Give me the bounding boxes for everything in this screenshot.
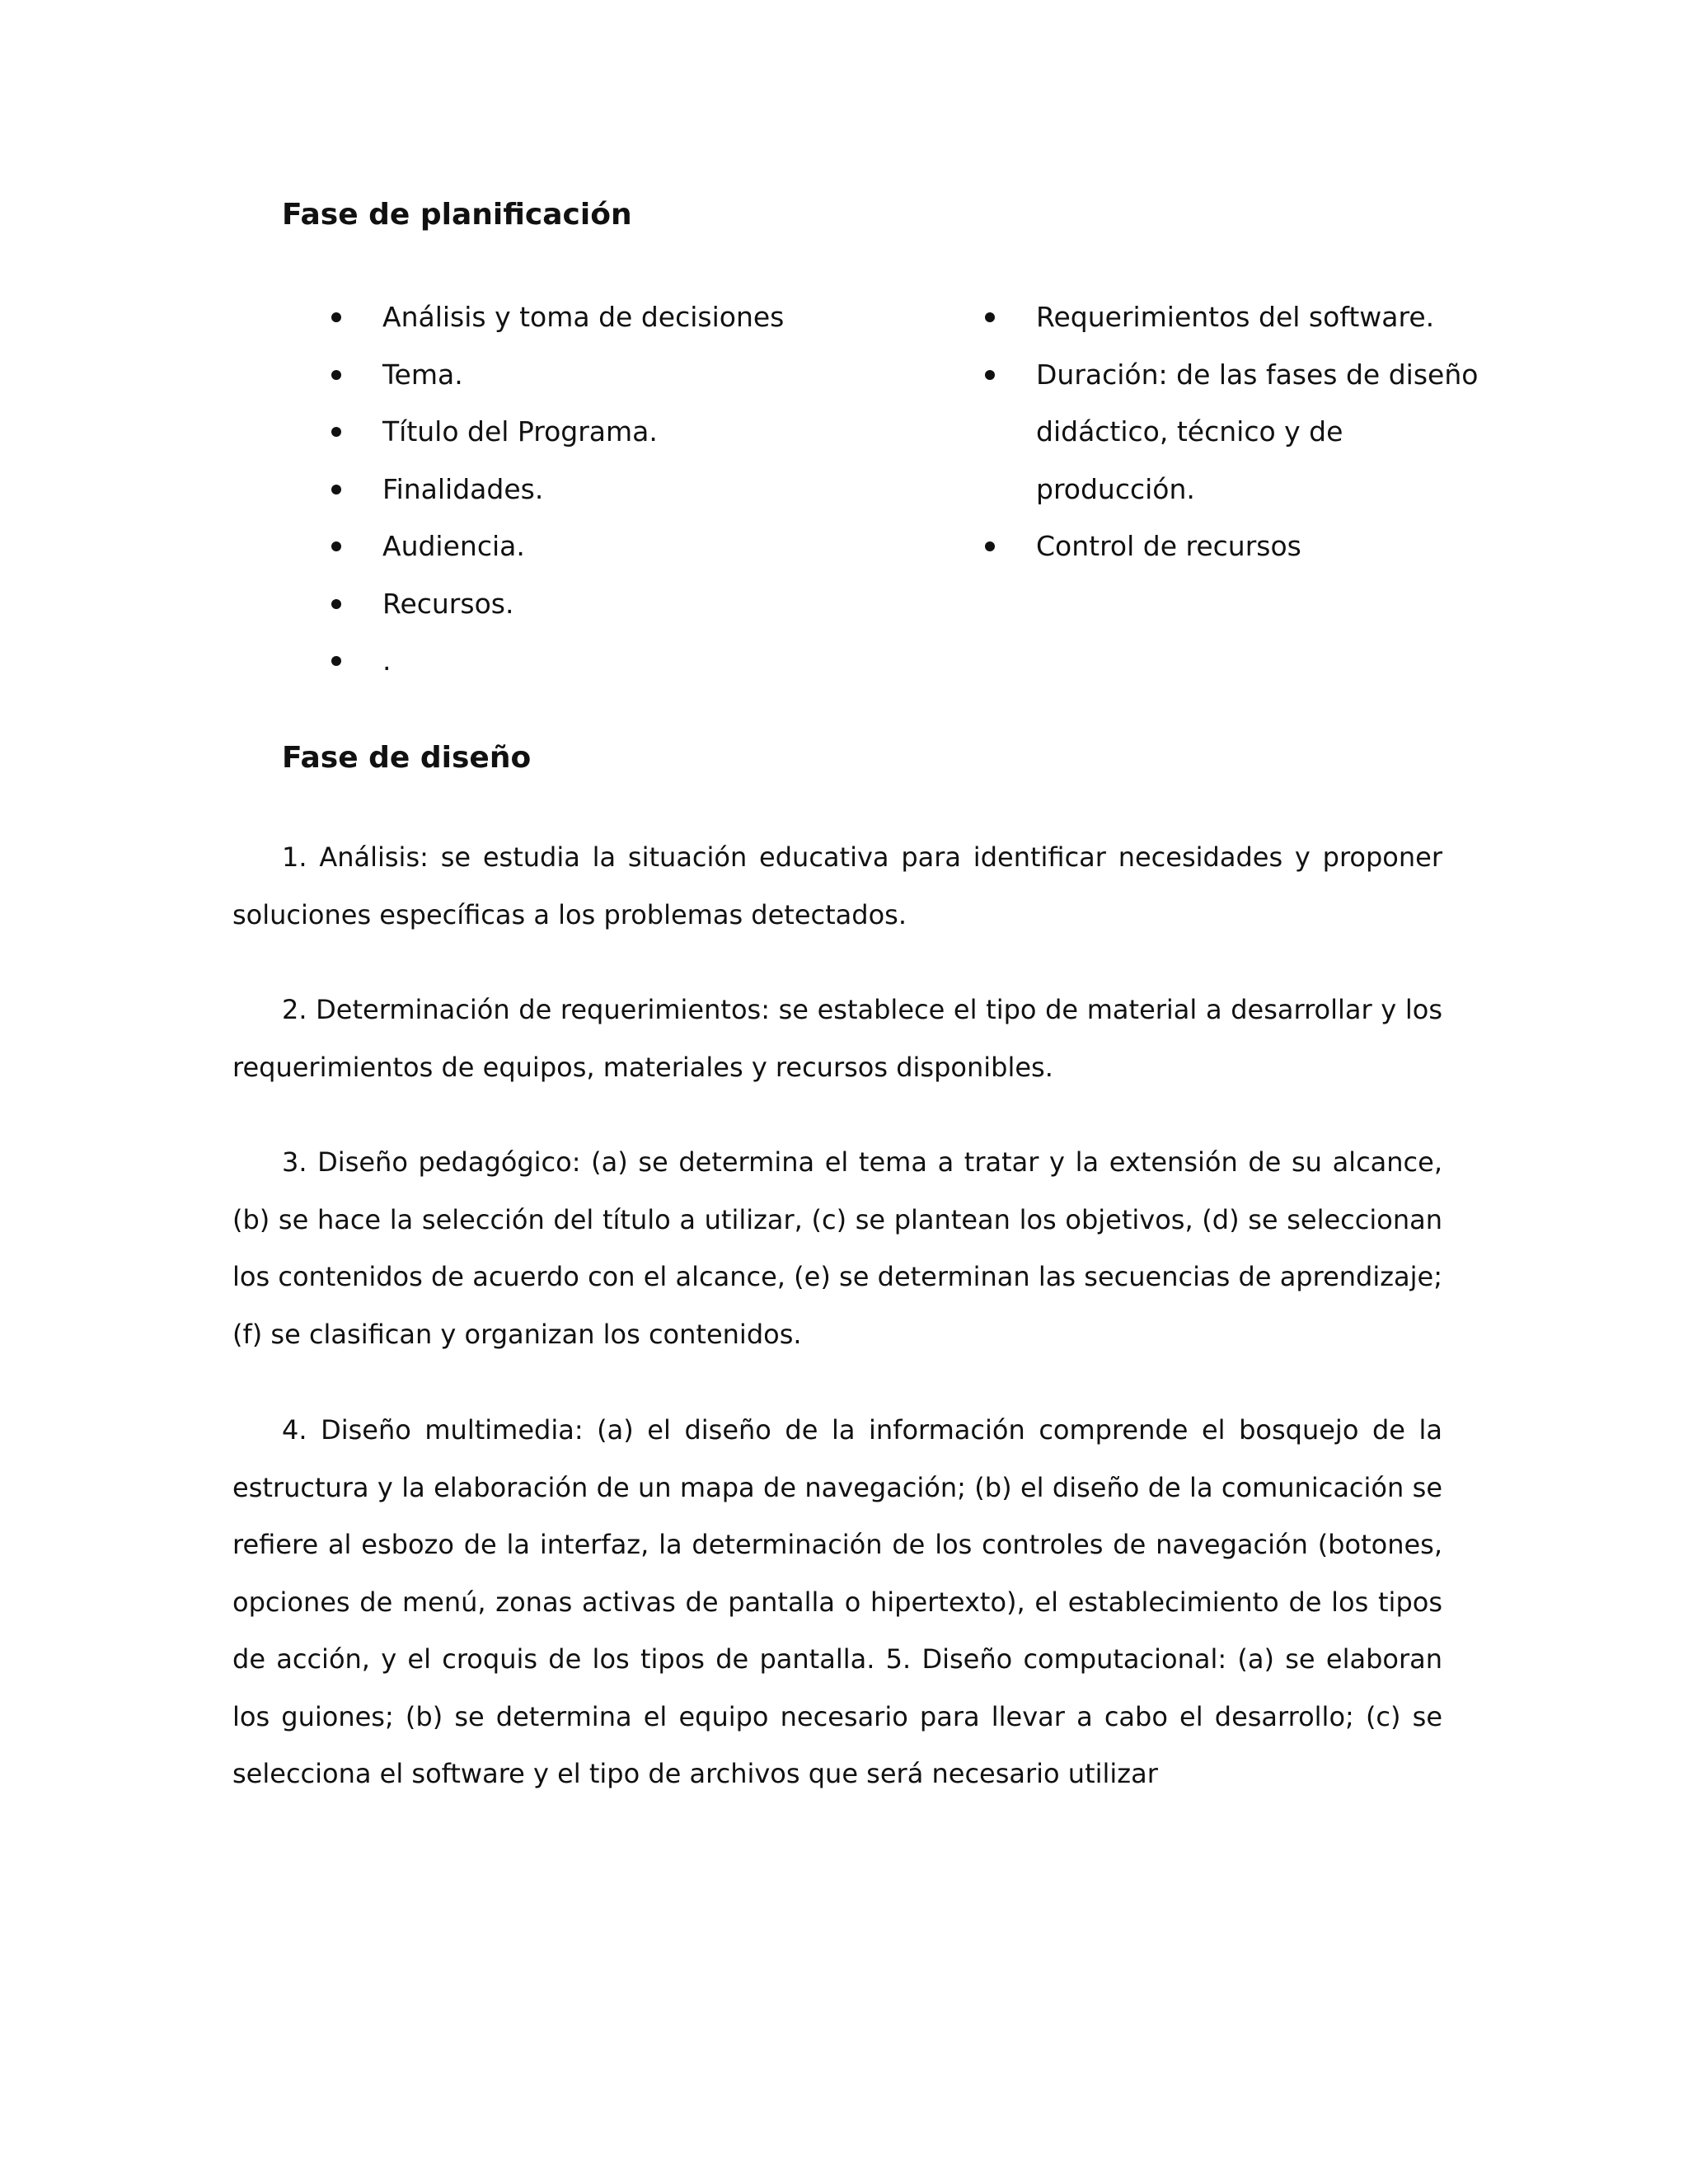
bullet-icon — [331, 427, 341, 437]
planning-heading: Fase de planificación — [282, 198, 632, 232]
list-item-text: . — [382, 644, 392, 677]
list-item — [985, 346, 1479, 518]
list-item — [985, 518, 1479, 575]
paragraph-pedagogical-design: 3. Diseño pedagógico: (a) se determina el tema a tratar y la extensión de su alcance, (b) se hace la selección del título a utilizar, (c) se plantean los objetivos, (d) se seleccionan los contenidos de acuerdo con el alcance, (e) se determinan las secuencias de aprendizaje; (f) se clasifican y organizan los contenidos. — [232, 1146, 1442, 1350]
list-item — [331, 518, 859, 575]
bullet-icon — [331, 541, 341, 551]
planning-list-right — [985, 288, 1479, 575]
list-item-text: Finalidades. — [382, 472, 544, 505]
list-item-text: Título del Programa. — [382, 415, 658, 448]
list-item — [985, 288, 1479, 346]
bullet-icon — [331, 370, 341, 380]
bullet-icon — [331, 599, 341, 609]
list-item — [331, 575, 859, 633]
list-item-text: Audiencia. — [382, 530, 525, 562]
list-item-text: Análisis y toma de decisiones — [382, 301, 785, 333]
bullet-icon — [985, 541, 995, 551]
list-item-text: Control de recursos — [1036, 530, 1301, 562]
list-item — [331, 346, 859, 404]
bullet-icon — [985, 312, 995, 322]
bullet-icon — [985, 370, 995, 380]
list-item — [331, 403, 859, 461]
bullet-icon — [331, 312, 341, 322]
list-item-text: Duración: de las fases de diseño didáctico, técnico y de producción. — [1036, 358, 1479, 505]
bullet-icon — [331, 656, 341, 666]
list-item — [331, 632, 859, 690]
paragraph-multimedia-design: 4. Diseño multimedia: (a) el diseño de la información comprende el bosquejo de la estructura y la elaboración de un mapa de navegación; (b) el diseño de la comunicación se refiere al esbozo de la interfaz, la determinación de los controles de navegación (botones, opciones de menú, zonas activas de pantalla o hipertexto), el establecimiento de los tipos de acción, y el croquis de los tipos de pantalla. 5. Diseño computacional: (a) se elaboran los guiones; (b) se determina el equipo necesario para llevar a cabo el desarrollo; (c) se selecciona el software y el tipo de archivos que será necesario utilizar — [232, 1414, 1442, 1789]
list-item — [331, 288, 859, 346]
list-item-text: Recursos. — [382, 587, 514, 620]
bullet-icon — [331, 485, 341, 494]
paragraph-requirements: 2. Determinación de requerimientos: se establece el tipo de material a desarrollar y los requerimientos de equipos, materiales y recursos disponibles. — [232, 994, 1442, 1083]
list-item — [331, 461, 859, 518]
list-item-text: Tema. — [382, 358, 463, 391]
planning-list-left — [331, 288, 859, 690]
paragraph-analysis: 1. Análisis: se estudia la situación educativa para identificar necesidades y proponer soluciones específicas a los problemas detectados. — [232, 841, 1442, 930]
design-heading: Fase de diseño — [282, 741, 532, 775]
list-item-text: Requerimientos del software. — [1036, 301, 1435, 333]
